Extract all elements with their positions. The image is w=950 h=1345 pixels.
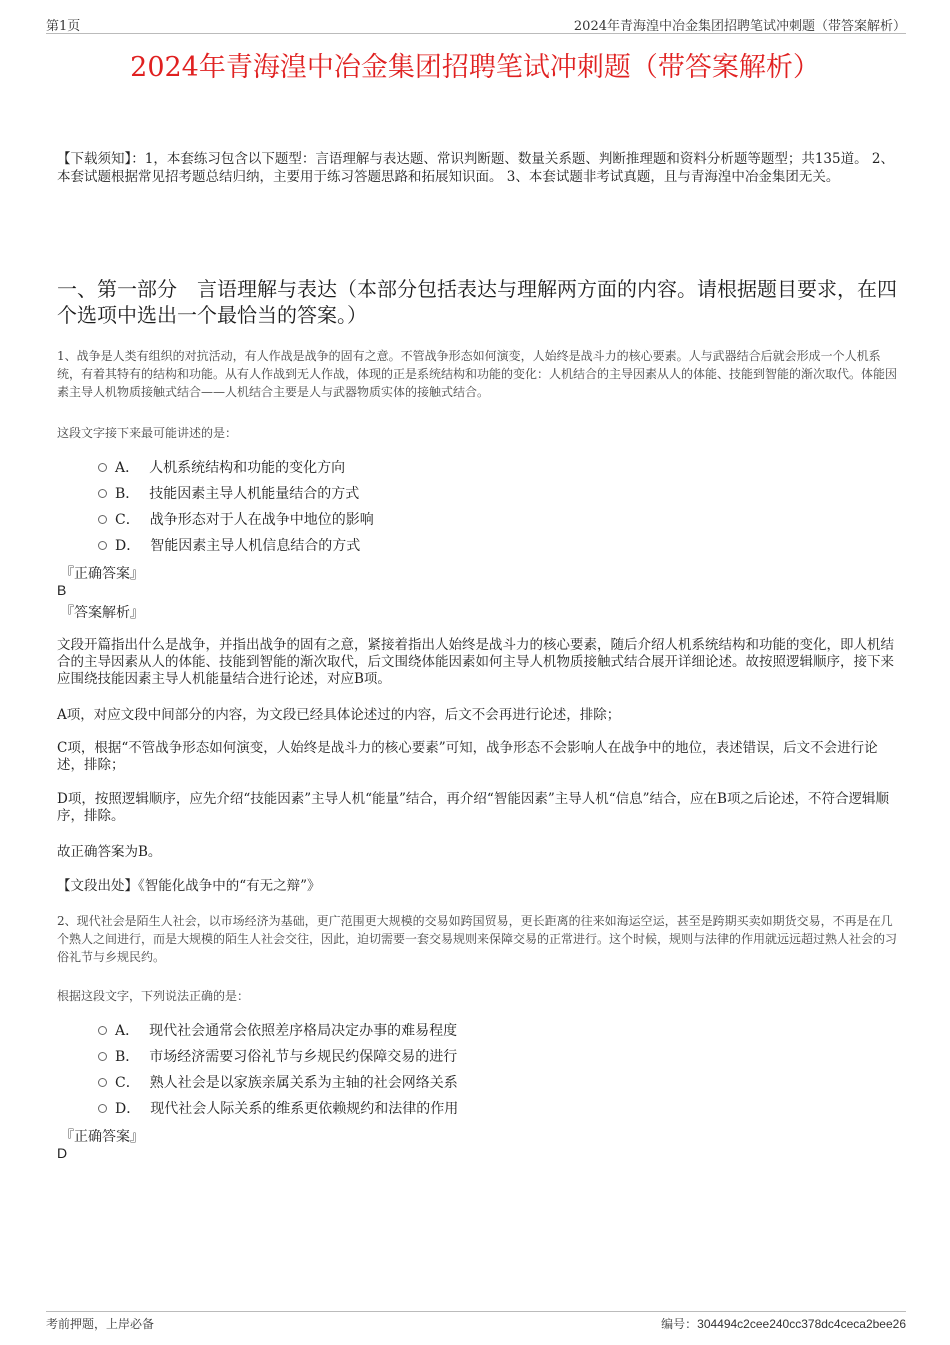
option-text: 熟人社会是以家族亲属关系为主轴的社会网络关系 — [149, 1075, 458, 1091]
option-text: 人机系统结构和功能的变化方向 — [149, 460, 346, 476]
question-1-answer-label: 『正确答案』 — [60, 566, 144, 582]
analysis-paragraph: A项，对应文段中间部分的内容，为文段已经具体论述过的内容，后文不会再进行论述，排除； — [57, 707, 621, 723]
section-title: 一、第一部分 言语理解与表达（本部分包括表达与理解两方面的内容。请根据题目要求，在四个选项中选出一个最恰当的答案。） — [57, 277, 897, 327]
option-text: 市场经济需要习俗礼节与乡规民约保障交易的进行 — [149, 1049, 458, 1065]
option-text: 智能因素主导人机信息结合的方式 — [150, 538, 361, 554]
question-1-analysis-label: 『答案解析』 — [60, 605, 144, 621]
radio-icon[interactable] — [98, 1104, 107, 1113]
header-doc-title: 2024年青海湟中冶金集团招聘笔试冲刺题（带答案解析） — [573, 19, 906, 34]
option-letter: A． — [115, 1023, 140, 1039]
footer-slogan: 考前押题，上岸必备 — [46, 1317, 155, 1331]
option-letter: B． — [115, 1049, 140, 1065]
question-2-prompt: 根据这段文字，下列说法正确的是： — [57, 989, 250, 1003]
question-2-text: 2、现代社会是陌生人社会，以市场经济为基础，更广范围更大规模的交易如跨国贸易，更长距离的往来如海运空运，甚至是跨期买卖如期货交易，不再是在几个熟人之间进行，而是大规模的陌生人社会交往，因此，迫切需要一套交易规则来保障交易的正常进行。这个时候，规则与法律的作用就远远超过熟人社会的习俗礼节与乡规民约。 — [57, 914, 898, 964]
radio-icon[interactable] — [98, 1078, 107, 1087]
footer-code — [661, 1315, 906, 1332]
question-1-option-b[interactable] — [98, 483, 359, 503]
question-1-option-d[interactable] — [98, 535, 360, 555]
page-title: 2024年青海湟中冶金集团招聘笔试冲刺题（带答案解析） — [130, 52, 820, 83]
analysis-paragraph: C项，根据“不管战争形态如何演变，人始终是战斗力的核心要素”可知，战争形态不会影响人在战争中的地位，表述错误，后文不会进行论述，排除； — [57, 740, 878, 773]
analysis-paragraph: 文段开篇指出什么是战争，并指出战争的固有之意，紧接着指出人始终是战斗力的核心要素，随后介绍人机系统结构和功能的变化，即人机结合的主导因素从人的体能、技能到智能的渐次取代，后文围绕体能因素如何主导人机物质接触式结合展开详细论述。故按照逻辑顺序，接下来应围绕技能因素主导人机能量结合进行论述，对应B项。 — [57, 637, 894, 687]
footer-code-value: 304494c2cee240cc378dc4ceca2bee26 — [697, 1317, 906, 1331]
radio-icon[interactable] — [98, 489, 107, 498]
footer-code-label: 编号： — [661, 1317, 698, 1331]
question-2-option-a[interactable] — [98, 1020, 457, 1040]
question-2-answer: D — [57, 1145, 68, 1161]
question-2-option-d[interactable] — [98, 1098, 458, 1118]
question-1-option-a[interactable] — [98, 457, 345, 477]
radio-icon[interactable] — [98, 541, 107, 550]
question-1-prompt: 这段文字接下来最可能讲述的是： — [57, 426, 238, 440]
header-divider — [46, 33, 906, 34]
text-source: 【文段出处】《智能化战争中的“有无之辩”》 — [57, 878, 321, 894]
option-text: 现代社会人际关系的维系更依赖规约和法律的作用 — [150, 1101, 459, 1117]
analysis-conclusion: 故正确答案为B。 — [57, 844, 162, 860]
option-letter: A． — [115, 460, 140, 476]
analysis-paragraph: D项，按照逻辑顺序，应先介绍“技能因素”主导人机“能量”结合，再介绍“智能因素”主导人机“信息”结合，应在B项之后论述，不符合逻辑顺序，排除。 — [57, 791, 889, 824]
option-letter: D． — [115, 538, 141, 554]
question-2-option-b[interactable] — [98, 1046, 457, 1066]
download-notice: 【下载须知】：1，本套练习包含以下题型：言语理解与表达题、常识判断题、数量关系题、判断推理题和资料分析题等题型；共135道。 2、本套试题根据常见招考题总结归纳，主要用于练习答题思路和拓展知识面。 3、本套试题非考试真题，且与青海湟中冶金集团无关。 — [57, 151, 894, 185]
option-text: 现代社会通常会依照差序格局决定办事的难易程度 — [149, 1023, 458, 1039]
page-number: 第1页 — [46, 19, 81, 34]
question-1-text: 1、战争是人类有组织的对抗活动，有人作战是战争的固有之意。不管战争形态如何演变，人始终是战斗力的核心要素。人与武器结合后就会形成一个人机系统，有着其特有的结构和功能。从有人作战到无人作战，体现的正是系统结构和功能的变化：人机结合的主导因素从人的体能、技能到智能的渐次取代。体能因素主导人机物质接触式结合——人机结合主要是人与武器物质实体的接触式结合。 — [57, 349, 898, 399]
option-letter: D． — [115, 1101, 141, 1117]
question-1-option-c[interactable] — [98, 509, 374, 529]
question-1-answer: B — [57, 582, 67, 598]
radio-icon[interactable] — [98, 463, 107, 472]
footer-divider — [46, 1311, 906, 1312]
radio-icon[interactable] — [98, 515, 107, 524]
question-2-option-c[interactable] — [98, 1072, 458, 1092]
question-2-answer-label: 『正确答案』 — [60, 1129, 144, 1145]
option-text: 技能因素主导人机能量结合的方式 — [149, 486, 360, 502]
radio-icon[interactable] — [98, 1052, 107, 1061]
option-letter: C． — [115, 1075, 140, 1091]
option-text: 战争形态对于人在战争中地位的影响 — [149, 512, 374, 528]
option-letter: B． — [115, 486, 140, 502]
radio-icon[interactable] — [98, 1026, 107, 1035]
option-letter: C． — [115, 512, 140, 528]
